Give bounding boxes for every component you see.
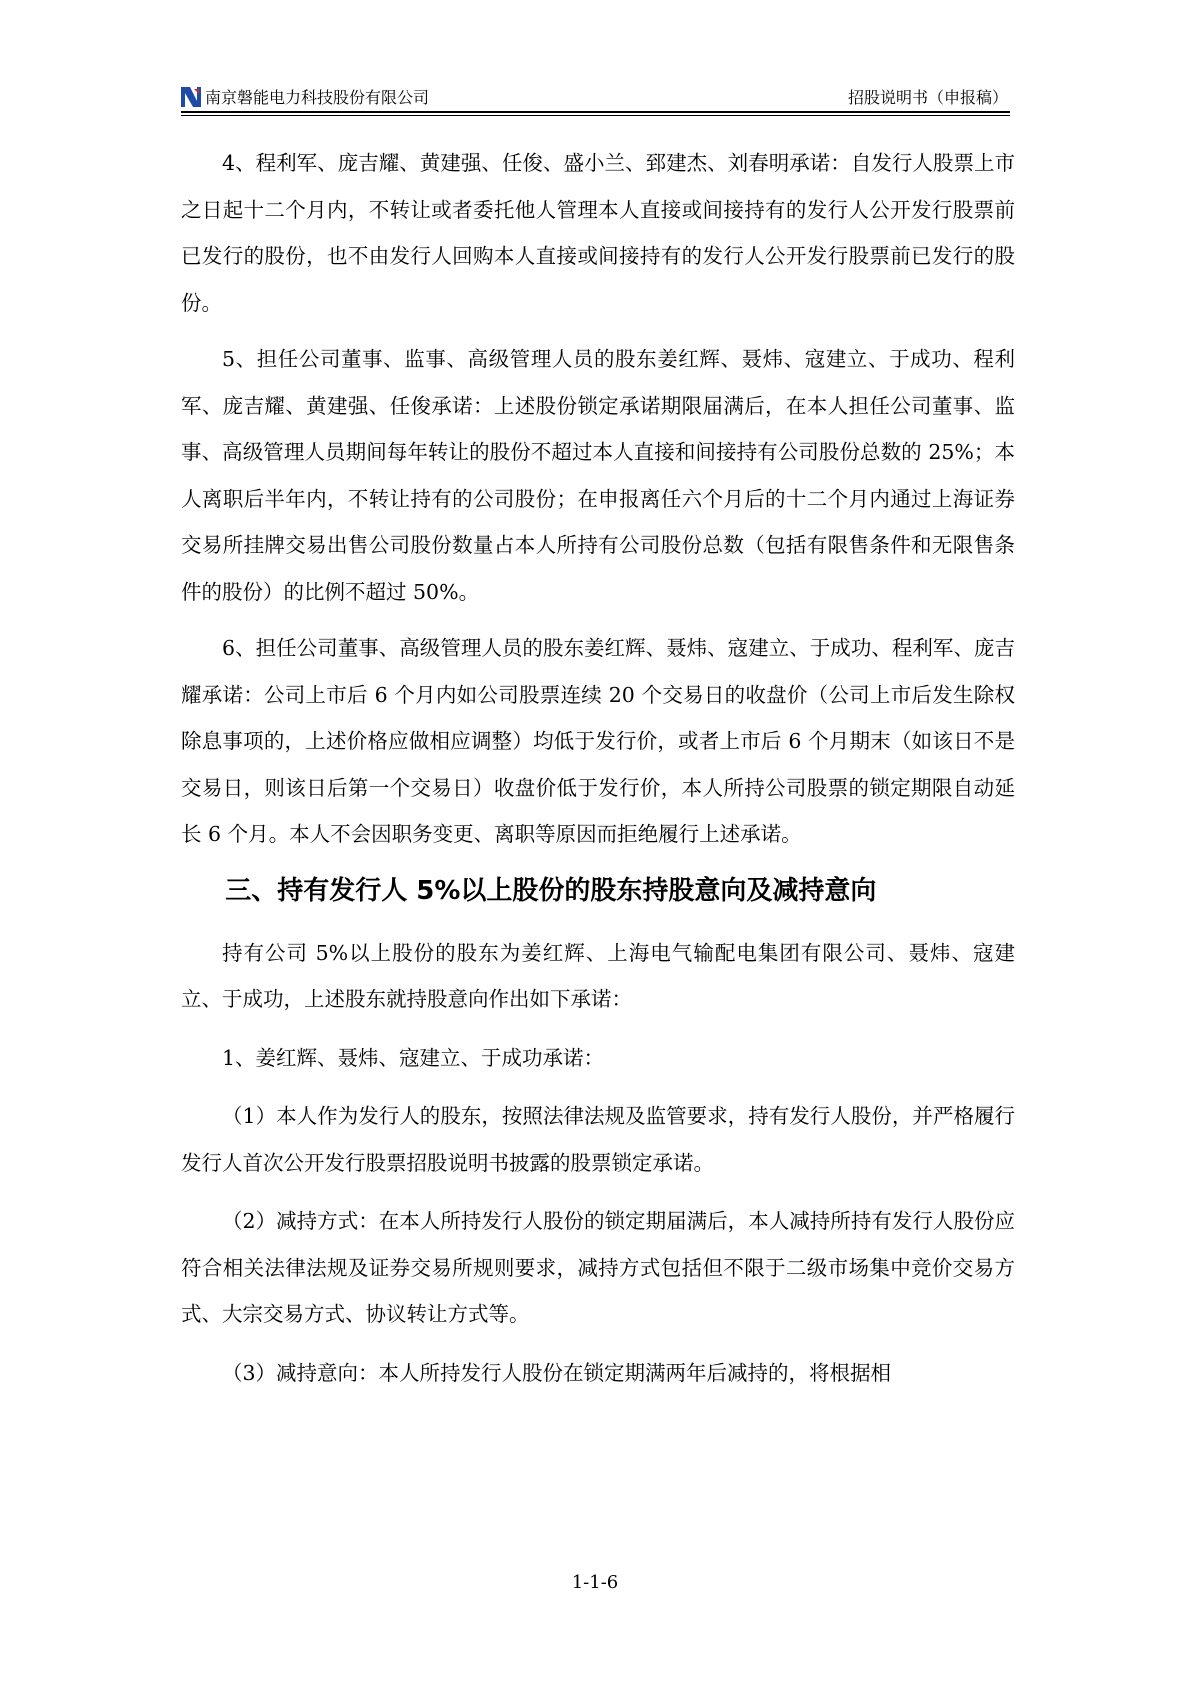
paragraph-commitment-4: 4、程利军、庞吉耀、黄建强、任俊、盛小兰、郅建杰、刘春明承诺：自发行人股票上市之日起十二个月内，不转让或者委托他人管理本人直接或间接持有的发行人公开发行股票前已发行的股份，也不由发行人回购本人直接或间接持有的发行人公开发行股票前已发行的股份。 (181, 151, 1015, 315)
section-heading: 三、持有发行人 5%以上股份的股东持股意向及减持意向 (225, 875, 877, 906)
header-document-type: 招股说明书（申报稿） (847, 88, 1008, 107)
paragraph-item-1: 1、姜红辉、聂炜、寇建立、于成功承诺： (222, 1045, 605, 1070)
paragraph-commitment-6: 6、担任公司董事、高级管理人员的股东姜红辉、聂炜、寇建立、于成功、程利军、庞吉耀承诺：公司上市后 6 个月内如公司股票连续 20 个交易日的收盘价（公司上市后发生除权除息事项的，上述价格应做相应调整）均低于发行价，或者上市后 6 个月期末（如该日不是交易日，则该日后第一个交易日）收盘价低于发行价，本人所持公司股票的锁定期限自动延长 6 个月。本人不会因职务变更、离职等原因而拒绝履行上述承诺。 (181, 636, 1015, 846)
document-body (181, 140, 1015, 1408)
page-number: 1-1-6 (571, 1572, 619, 1593)
page-header (181, 78, 1010, 114)
paragraph-commitment-5: 5、担任公司董事、监事、高级管理人员的股东姜红辉、聂炜、寇建立、于成功、程利军、庞吉耀、黄建强、任俊承诺：上述股份锁定承诺期限届满后，在本人担任公司董事、监事、高级管理人员期间每年转让的股份不超过本人直接和间接持有公司股份总数的 25%；本人离职后半年内，不转让持有的公司股份；在申报离任六个月后的十二个月内通过上海证券交易所挂牌交易出售公司股份数量占本人所持有公司股份总数（包括有限售条件和无限售条件的股份）的比例不超过 50%。 (181, 347, 1015, 604)
header-rule (181, 111, 1010, 113)
header-company-name: 南京磐能电力科技股份有限公司 (205, 88, 430, 107)
paragraph-item-1-sub-2: （2）减持方式：在本人所持发行人股份的锁定期届满后，本人减持所持有发行人股份应符合相关法律法规及证券交易所规则要求，减持方式包括但不限于二级市场集中竞价交易方式、大宗交易方式、协议转让方式等。 (181, 1209, 1015, 1326)
company-logo-icon (181, 87, 201, 107)
paragraph-item-1-sub-3: （3）减持意向：本人所持发行人股份在锁定期满两年后减持的，将根据相 (222, 1360, 892, 1385)
paragraph-shareholders-intro: 持有公司 5%以上股份的股东为姜红辉、上海电气输配电集团有限公司、聂炜、寇建立、于成功，上述股东就持股意向作出如下承诺： (181, 940, 1015, 1011)
header-rule-thin (181, 115, 1010, 116)
paragraph-item-1-sub-1: （1）本人作为发行人的股东，按照法律法规及监管要求，持有发行人股份，并严格履行发行人首次公开发行股票招股说明书披露的股票锁定承诺。 (181, 1104, 1015, 1175)
